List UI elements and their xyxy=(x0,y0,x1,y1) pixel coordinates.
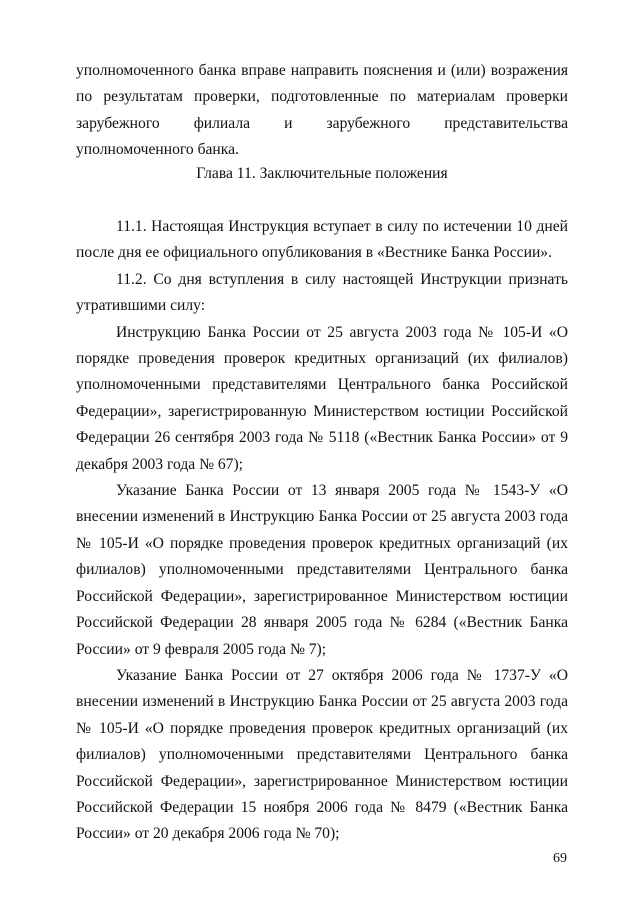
paragraph-instruction-105: Инструкцию Банка России от 25 августа 2003 года № 105-И «О порядке проведения проверок кредитных организаций (их филиалов) уполномоченными представителями Центрального банка Российской Федерации», зарегистрированную Министерством юстиции Российской Федерации 26 сентября 2003 года № 5118 («Вестник Банка России» от 9 декабря 2003 года № 67); xyxy=(76,323,568,473)
page-number: 69 xyxy=(553,851,567,866)
intro-block xyxy=(76,58,568,164)
paragraph-order-1543: Указание Банка России от 13 января 2005 года № 1543-У «О внесении изменений в Инструкцию Банка России от 25 августа 2003 года № 105-И «О порядке проведения проверок кредитных организаций (их филиалов) уполномоченными представителями Центрального банка Российской Федерации», зарегистрированное Министерством юстиции Российской Федерации 28 января 2005 года № 6284 («Вестник Банка России» от 9 февраля 2005 года № 7); xyxy=(76,482,568,658)
paragraph-11-2: 11.2. Со дня вступления в силу настоящей Инструкции признать утратившими силу: xyxy=(76,270,568,315)
paragraph-11-1: 11.1. Настоящая Инструкция вступает в силу по истечении 10 дней после дня ее официального опубликования в «Вестнике Банка России». xyxy=(76,218,568,262)
chapter-title: Глава 11. Заключительные положения xyxy=(196,165,448,182)
body-block xyxy=(76,214,568,848)
paragraph-order-1737: Указание Банка России от 27 октября 2006 года № 1737-У «О внесении изменений в Инструкцию Банка России от 25 августа 2003 года № 105-И «О порядке проведения проверок кредитных организаций (их филиалов) уполномоченными представителями Центрального банка Российской Федерации», зарегистрированное Министерством юстиции Российской Федерации 15 ноября 2006 года № 8479 («Вестник Банка России» от 20 декабря 2006 года № 70); xyxy=(76,666,568,843)
intro-paragraph: уполномоченного банка вправе направить пояснения и (или) возражения по результатам проверки, подготовленные по материалам проверки зарубежного филиала и зарубежного представительства уполномоченного банка. xyxy=(76,62,568,159)
